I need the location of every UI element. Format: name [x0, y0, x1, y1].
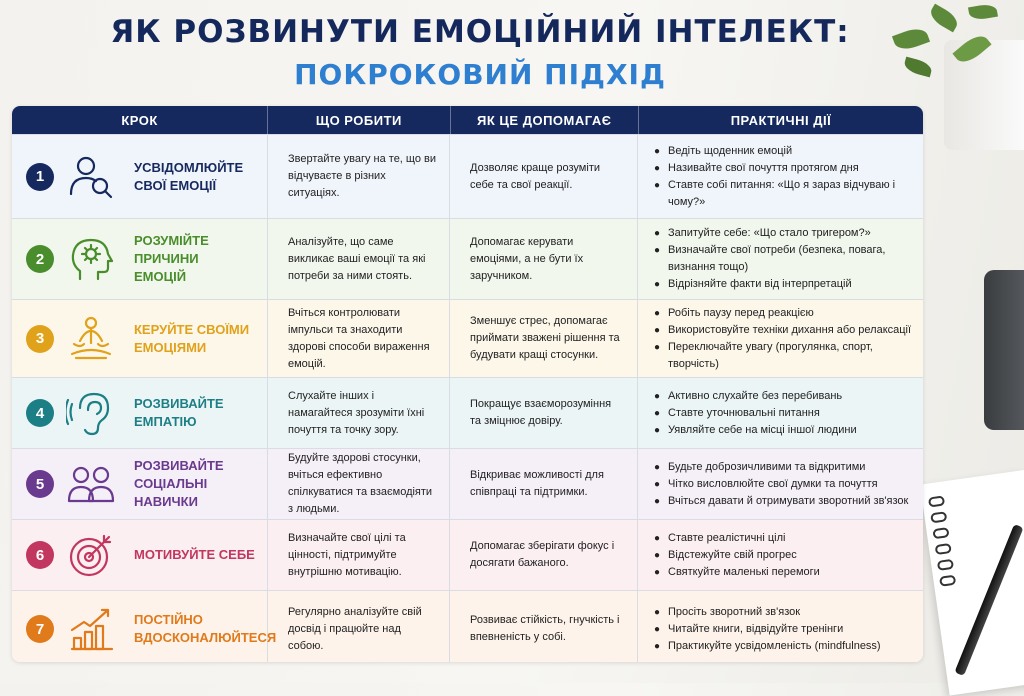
step-title-line1: ПОСТІЙНО — [134, 612, 203, 627]
what-cell — [268, 591, 450, 662]
header-what: ЩО РОБИТИ — [268, 106, 450, 134]
action-item — [654, 242, 917, 276]
how-text: Розвиває стійкість, гнучкість і впевненість у собі. — [470, 614, 620, 643]
actions-cell — [638, 520, 923, 590]
step-number: 5 — [26, 470, 54, 498]
what-cell — [268, 378, 450, 448]
step-number: 7 — [26, 615, 54, 643]
table-header — [12, 106, 923, 134]
action-item — [654, 177, 917, 211]
bullet-icon: ● — [654, 228, 661, 239]
table-row — [12, 448, 923, 519]
action-text: Просіть зворотний зв'язок — [668, 605, 801, 618]
how-text: Відкриває можливості для співпраці та підтримки. — [470, 469, 604, 498]
action-text: Святкуйте маленькі перемоги — [668, 565, 820, 578]
how-cell — [450, 591, 638, 662]
people-icon — [66, 459, 116, 509]
action-item — [654, 405, 917, 422]
action-text: Читайте книги, відвідуйте тренінги — [668, 622, 844, 635]
step-number: 6 — [26, 541, 54, 569]
action-text: Будьте доброзичливими та відкритими — [668, 460, 866, 473]
step-cell — [12, 135, 268, 218]
what-text: Вчіться контролювати імпульси та знаходити здорові способи вираження емоцій. — [288, 306, 430, 370]
action-text: Визначайте свої потреби (безпека, повага, визнання тощо) — [668, 244, 886, 273]
notebook — [920, 470, 1024, 696]
how-text: Покращує взаєморозуміння та зміцнює довіру. — [470, 398, 612, 427]
action-item — [654, 493, 917, 510]
action-item — [654, 225, 917, 242]
step-number: 3 — [26, 325, 54, 353]
action-item — [654, 160, 917, 177]
step-title — [134, 159, 266, 195]
actions-cell — [638, 591, 923, 662]
action-item — [654, 339, 917, 373]
step-cell — [12, 378, 268, 448]
action-item — [654, 476, 917, 493]
action-item — [654, 305, 917, 322]
action-text: Ставте уточнювальні питання — [668, 406, 820, 419]
what-text: Будуйте здорові стосунки, вчіться ефективно спілкуватися та взаємодіяти з людьми. — [288, 452, 433, 515]
header-step: КРОК — [12, 106, 268, 134]
step-title-line1: РОЗВИВАЙТЕ — [134, 396, 224, 411]
action-text: Робіть паузу перед реакцією — [668, 306, 814, 319]
action-text: Відрізняйте факти від інтерпретацій — [668, 278, 852, 290]
how-cell — [450, 449, 638, 519]
action-text: Запитуйте себе: «Що стало тригером?» — [668, 227, 871, 239]
what-text: Слухайте інших і намагайтеся зрозуміти їхні почуття та точку зору. — [288, 389, 425, 436]
step-cell — [12, 219, 268, 299]
step-title-line2: ЕМОЦІЙ — [134, 269, 187, 284]
steps-table — [12, 106, 923, 662]
action-item — [654, 604, 917, 621]
what-text: Звертайте увагу на те, що ви відчуваєте в різних ситуаціях. — [288, 153, 437, 199]
step-number: 1 — [26, 163, 54, 191]
table-row — [12, 218, 923, 299]
bullet-icon: ● — [654, 324, 661, 336]
action-text: Ставте собі питання: «Що я зараз відчуваю і чому?» — [668, 178, 896, 208]
step-title-line1: КЕРУЙТЕ СВОЇМИ — [134, 321, 250, 337]
what-cell — [268, 520, 450, 590]
bullet-icon: ● — [654, 623, 661, 635]
how-cell — [450, 520, 638, 590]
growth-chart-icon — [66, 604, 116, 654]
action-text: Використовуйте техніки дихання або релаксації — [668, 323, 912, 336]
meditation-icon — [66, 314, 116, 364]
actions-cell — [638, 219, 923, 299]
actions-cell — [638, 300, 923, 377]
step-title-line2: ЕМПАТІЮ — [134, 414, 197, 429]
what-text: Аналізуйте, що саме викликає ваші емоції та які потреби за ними стоять. — [288, 235, 426, 282]
step-title-line2: ВДОСКОНАЛЮЙТЕСЯ — [134, 630, 277, 645]
how-cell — [450, 135, 638, 218]
pen-cup — [984, 270, 1024, 430]
action-text: Ведіть щоденник емоцій — [668, 144, 793, 157]
header-actions: ПРАКТИЧНІ ДІЇ — [730, 112, 832, 128]
how-cell — [450, 378, 638, 448]
bullet-icon: ● — [654, 307, 661, 319]
how-cell — [450, 219, 638, 299]
how-text: Допомагає зберігати фокус і досягати бажаного. — [470, 540, 615, 569]
action-text: Активно слухайте без перебивань — [668, 389, 843, 402]
what-cell — [268, 300, 450, 377]
how-cell — [450, 300, 638, 377]
bullet-icon: ● — [654, 566, 661, 578]
actions-cell — [638, 449, 923, 519]
action-text: Відстежуйте свій прогрес — [668, 548, 797, 561]
step-number: 2 — [26, 245, 54, 273]
bullet-icon: ● — [654, 390, 661, 402]
step-title-line2: ЕМОЦІЯМИ — [134, 339, 207, 355]
action-text: Уявляйте себе на місці іншої людини — [668, 423, 857, 436]
actions-cell — [638, 378, 923, 448]
action-item — [654, 564, 917, 581]
action-text: Ставте реалістичні цілі — [668, 531, 786, 544]
action-text: Чітко висловлюйте свої думки та почуття — [668, 477, 878, 490]
bullet-icon: ● — [654, 145, 661, 157]
action-item — [654, 143, 917, 160]
action-text: Вчіться давати й отримувати зворотний зв'язок — [668, 494, 909, 507]
step-title-line1: УСВІДОМЛЮЙТЕ — [134, 159, 244, 175]
step-title-line2: СВОЇ ЕМОЦІЇ — [134, 177, 217, 193]
header-how: ЯК ЦЕ ДОПОМАГАЄ — [451, 106, 639, 134]
target-icon — [66, 530, 116, 580]
action-item — [654, 388, 917, 405]
how-text: Дозволяє краще розуміти себе та свої реакції. — [470, 161, 600, 191]
table-row — [12, 377, 923, 448]
action-item — [654, 530, 917, 547]
step-number: 4 — [26, 399, 54, 427]
bullet-icon: ● — [654, 341, 661, 353]
step-title — [134, 395, 266, 431]
action-text: Переключайте увагу (прогулянка, спорт, творчість) — [668, 340, 873, 370]
what-text: Визначайте свої цілі та цінності, підтримуйте внутрішню мотивацію. — [288, 531, 406, 578]
step-cell — [12, 520, 268, 590]
what-cell — [268, 135, 450, 218]
action-item — [654, 638, 917, 655]
bullet-icon: ● — [654, 532, 661, 544]
table-row — [12, 299, 923, 377]
step-cell — [12, 300, 268, 377]
action-item — [654, 422, 917, 439]
table-row — [12, 134, 923, 218]
what-text: Регулярно аналізуйте свій досвід і працюйте над собою. — [288, 605, 422, 652]
bullet-icon: ● — [654, 245, 661, 256]
step-title — [134, 457, 266, 511]
step-title — [134, 321, 266, 357]
person-search-icon — [66, 152, 116, 202]
step-title — [134, 232, 266, 286]
table-row — [12, 519, 923, 590]
page-subtitle: ПОКРОКОВИЙ ПІДХІД — [294, 58, 666, 91]
action-text: Називайте свої почуття протягом дня — [668, 161, 859, 174]
step-title — [134, 611, 277, 647]
bullet-icon: ● — [654, 407, 661, 419]
action-item — [654, 459, 917, 476]
step-title-line1: РОЗУМІЙТЕ ПРИЧИНИ — [134, 233, 209, 266]
bullet-icon: ● — [654, 424, 661, 436]
step-cell — [12, 449, 268, 519]
action-text: Практикуйте усвідомленість (mindfulness) — [668, 639, 881, 652]
action-item — [654, 547, 917, 564]
step-title-line2: СОЦІАЛЬНІ НАВИЧКИ — [134, 476, 208, 509]
step-title-line1: РОЗВИВАЙТЕ — [134, 458, 224, 473]
actions-cell — [638, 135, 923, 218]
page-title: ЯК РОЗВИНУТИ ЕМОЦІЙНИЙ ІНТЕЛЕКТ: — [110, 14, 850, 50]
step-title — [134, 546, 266, 564]
bullet-icon: ● — [654, 478, 661, 490]
head-gear-icon — [66, 234, 116, 284]
action-item — [654, 322, 917, 339]
action-item — [654, 276, 917, 293]
step-title-line1: МОТИВУЙТЕ СЕБЕ — [134, 547, 255, 562]
bullet-icon: ● — [654, 179, 661, 191]
bullet-icon: ● — [654, 606, 661, 618]
bullet-icon: ● — [654, 549, 661, 561]
what-cell — [268, 219, 450, 299]
action-item — [654, 621, 917, 638]
ear-icon — [66, 388, 116, 438]
bullet-icon: ● — [654, 279, 661, 290]
bullet-icon: ● — [654, 495, 661, 507]
bullet-icon: ● — [654, 640, 661, 652]
what-cell — [268, 449, 450, 519]
table-row — [12, 590, 923, 662]
step-cell — [12, 591, 277, 662]
how-text: Зменшує стрес, допомагає приймати зважені рішення та будувати кращі стосунки. — [470, 315, 620, 361]
how-text: Допомагає керувати емоціями, а не бути їх заручником. — [470, 235, 584, 282]
bullet-icon: ● — [654, 162, 661, 174]
bullet-icon: ● — [654, 461, 661, 473]
